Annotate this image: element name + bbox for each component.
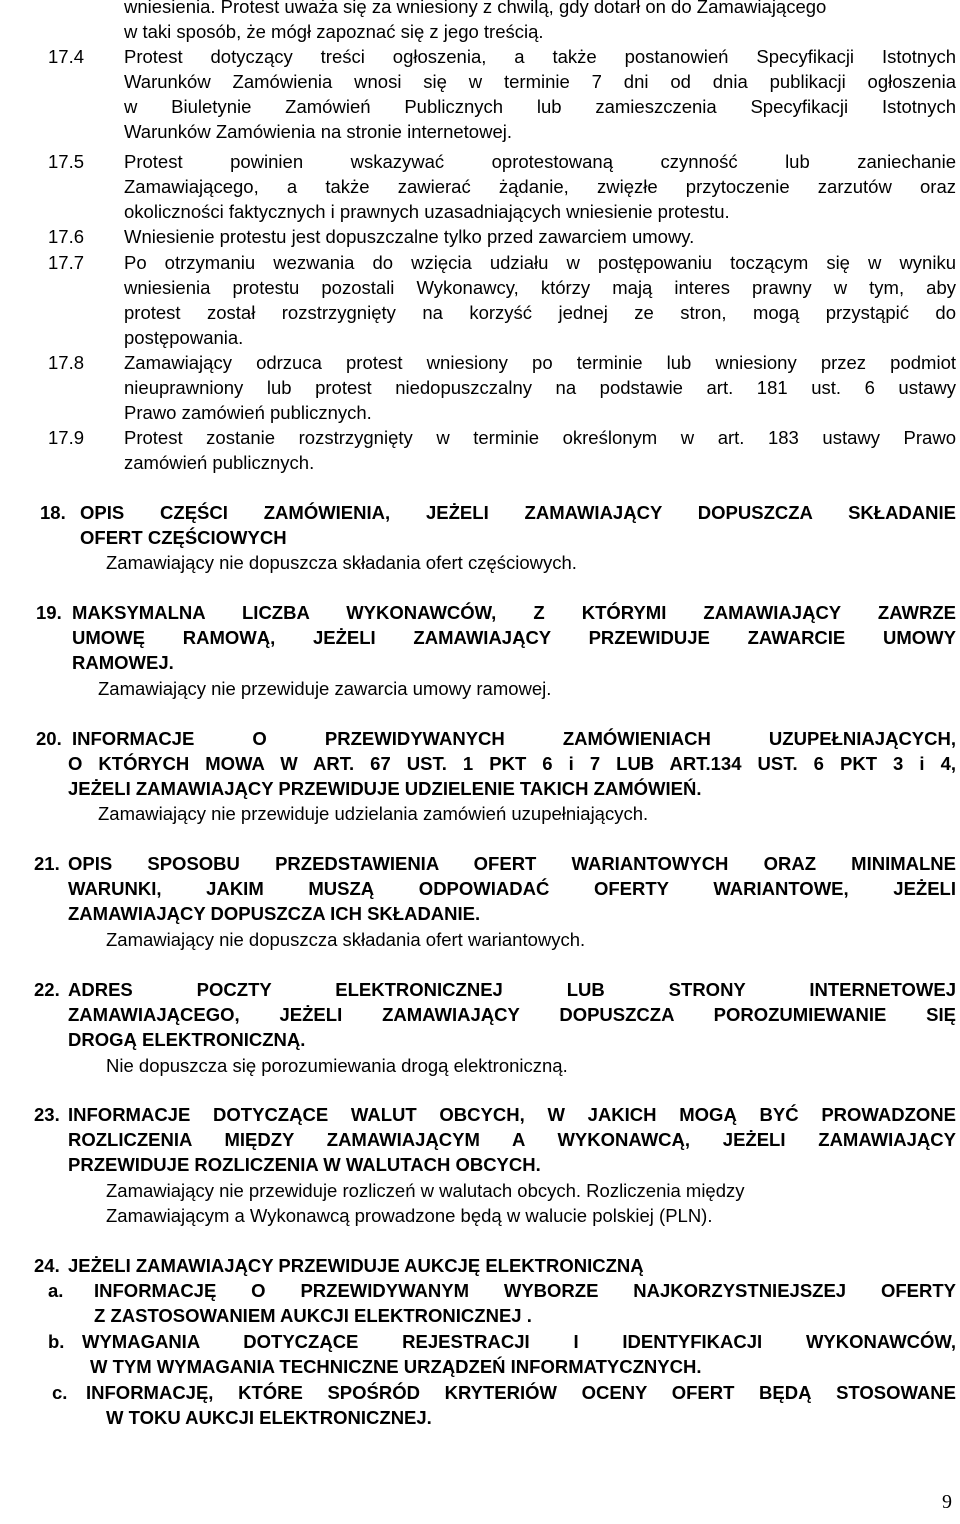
section-body: Zamawiającym a Wykonawcą prowadzone będą w walucie polskiej (PLN).	[106, 1205, 713, 1226]
section-body: Zamawiający nie przewiduje zawarcia umowy ramowej.	[98, 678, 552, 699]
section-number: 18.	[40, 502, 66, 523]
section-number: 24.	[34, 1255, 60, 1276]
section-heading: JEŻELI ZAMAWIAJĄCY PRZEWIDUJE UDZIELENIE TAKICH ZAMÓWIEŃ.	[68, 778, 702, 799]
section-heading: ZAMAWIAJĄCEGO, JEŻELI ZAMAWIAJĄCY DOPUSZCZA POROZUMIEWANIE SIĘ	[68, 1004, 956, 1025]
list-item: W TYM WYMAGANIA TECHNICZNE URZĄDZEŃ INFORMATYCZNYCH.	[90, 1356, 702, 1377]
list-item: INFORMACJĘ O PRZEWIDYWANYM WYBORZE NAJKORZYSTNIEJSZEJ OFERTY	[94, 1280, 956, 1301]
text-line: zamówień publicznych.	[124, 452, 315, 473]
text-line: Protest powinien wskazywać oprotestowaną czynność lub zaniechanie	[124, 151, 956, 172]
text-line: postępowania.	[124, 327, 244, 348]
section-number: 22.	[34, 979, 60, 1000]
section-heading: PRZEWIDUJE ROZLICZENIA W WALUTACH OBCYCH.	[68, 1154, 541, 1175]
section-heading: ADRES POCZTY ELEKTRONICZNEJ LUB STRONY INTERNETOWEJ	[68, 979, 956, 1000]
section-body: Zamawiający nie dopuszcza składania ofert częściowych.	[106, 552, 577, 573]
text-line: wniesienia. Protest uważa się za wniesiony z chwilą, gdy dotarł on do Zamawiającego	[124, 0, 827, 17]
section-number: 21.	[34, 853, 60, 874]
text-line: Zamawiający odrzuca protest wniesiony po terminie lub wniesiony przez podmiot	[124, 352, 956, 373]
text-line: Zamawiającego, a także zawierać żądanie, zwięzłe przytoczenie zarzutów oraz	[124, 176, 956, 197]
paragraph-number: 17.9	[48, 427, 85, 448]
section-heading: O KTÓRYCH MOWA W ART. 67 UST. 1 PKT 6 i 7 LUB ART.134 UST. 6 PKT 3 i 4,	[68, 753, 956, 774]
text-line: w taki sposób, że mógł zapoznać się z jego treścią.	[124, 21, 544, 42]
paragraph-number: 17.7	[48, 252, 85, 273]
section-body: Zamawiający nie przewiduje rozliczeń w walutach obcych. Rozliczenia między	[106, 1180, 745, 1201]
text-line: wniesienia protestu pozostali Wykonawcy, którzy mają interes prawny w tym, aby	[124, 277, 956, 298]
list-item: INFORMACJĘ, KTÓRE SPOŚRÓD KRYTERIÓW OCENY OFERT BĘDĄ STOSOWANE	[86, 1382, 956, 1403]
list-marker: c.	[52, 1382, 68, 1403]
section-number: 23.	[34, 1104, 60, 1125]
paragraph-number: 17.8	[48, 352, 85, 373]
text-line: Protest dotyczący treści ogłoszenia, a także postanowień Specyfikacji Istotnych	[124, 46, 956, 67]
text-line: Protest zostanie rozstrzygnięty w terminie określonym w art. 183 ustawy Prawo	[124, 427, 956, 448]
section-heading: OPIS SPOSOBU PRZEDSTAWIENIA OFERT WARIANTOWYCH ORAZ MINIMALNE	[68, 853, 956, 874]
section-heading: ZAMAWIAJĄCY DOPUSZCZA ICH SKŁADANIE.	[68, 903, 481, 924]
section-number: 19.	[36, 602, 62, 623]
text-line: Prawo zamówień publicznych.	[124, 402, 372, 423]
page-number: 9	[942, 1491, 952, 1513]
section-body: Zamawiający nie przewiduje udzielania zamówień uzupełniających.	[98, 803, 649, 824]
section-heading: INFORMACJE DOTYCZĄCE WALUT OBCYCH, W JAKICH MOGĄ BYĆ PROWADZONE	[68, 1104, 956, 1125]
paragraph-number: 17.5	[48, 151, 85, 172]
text-line: Warunków Zamówienia na stronie internetowej.	[124, 121, 512, 142]
text-line: Wniesienie protestu jest dopuszczalne tylko przed zawarciem umowy.	[124, 226, 695, 247]
section-heading: JEŻELI ZAMAWIAJĄCY PRZEWIDUJE AUKCJĘ ELEKTRONICZNĄ	[68, 1255, 644, 1276]
section-body: Nie dopuszcza się porozumiewania drogą elektroniczną.	[106, 1055, 568, 1076]
paragraph-number: 17.4	[48, 46, 85, 67]
list-marker: b.	[48, 1331, 65, 1352]
section-heading: OPIS CZĘŚCI ZAMÓWIENIA, JEŻELI ZAMAWIAJĄCY DOPUSZCZA SKŁADANIE	[80, 502, 956, 523]
list-item: Z ZASTOSOWANIEM AUKCJI ELEKTRONICZNEJ .	[94, 1305, 532, 1326]
text-line: protest został rozstrzygnięty na korzyść jednej ze stron, mogą przystąpić do	[124, 302, 956, 323]
section-number: 20.	[36, 728, 62, 749]
text-line: Po otrzymaniu wezwania do wzięcia udziału w postępowaniu toczącym się w wyniku	[124, 252, 956, 273]
section-heading: OFERT CZĘŚCIOWYCH	[80, 527, 287, 548]
section-heading: ROZLICZENIA MIĘDZY ZAMAWIAJĄCYM A WYKONAWCĄ, JEŻELI ZAMAWIAJĄCY	[68, 1129, 956, 1150]
section-heading: WARUNKI, JAKIM MUSZĄ ODPOWIADAĆ OFERTY WARIANTOWE, JEŻELI	[68, 878, 956, 899]
section-heading: DROGĄ ELEKTRONICZNĄ.	[68, 1029, 306, 1050]
text-line: nieuprawniony lub protest niedopuszczalny na podstawie art. 181 ust. 6 ustawy	[124, 377, 956, 398]
paragraph-number: 17.6	[48, 226, 85, 247]
section-heading: INFORMACJE O PRZEWIDYWANYCH ZAMÓWIENIACH UZUPEŁNIAJĄCYCH,	[72, 728, 956, 749]
section-heading: MAKSYMALNA LICZBA WYKONAWCÓW, Z KTÓRYMI ZAMAWIAJĄCY ZAWRZE	[72, 602, 956, 623]
list-marker: a.	[48, 1280, 64, 1301]
list-item: WYMAGANIA DOTYCZĄCE REJESTRACJI I IDENTYFIKACJI WYKONAWCÓW,	[82, 1331, 956, 1352]
section-body: Zamawiający nie dopuszcza składania ofert wariantowych.	[106, 929, 586, 950]
section-heading: UMOWĘ RAMOWĄ, JEŻELI ZAMAWIAJĄCY PRZEWIDUJE ZAWARCIE UMOWY	[72, 627, 956, 648]
list-item: W TOKU AUKCJI ELEKTRONICZNEJ.	[106, 1407, 432, 1428]
section-heading: RAMOWEJ.	[72, 652, 174, 673]
text-line: okoliczności faktycznych i prawnych uzasadniających wniesienie protestu.	[124, 201, 730, 222]
text-line: Warunków Zamówienia wnosi się w terminie 7 dni od dnia publikacji ogłoszenia	[124, 71, 956, 92]
text-line: w Biuletynie Zamówień Publicznych lub zamieszczenia Specyfikacji Istotnych	[124, 96, 956, 117]
